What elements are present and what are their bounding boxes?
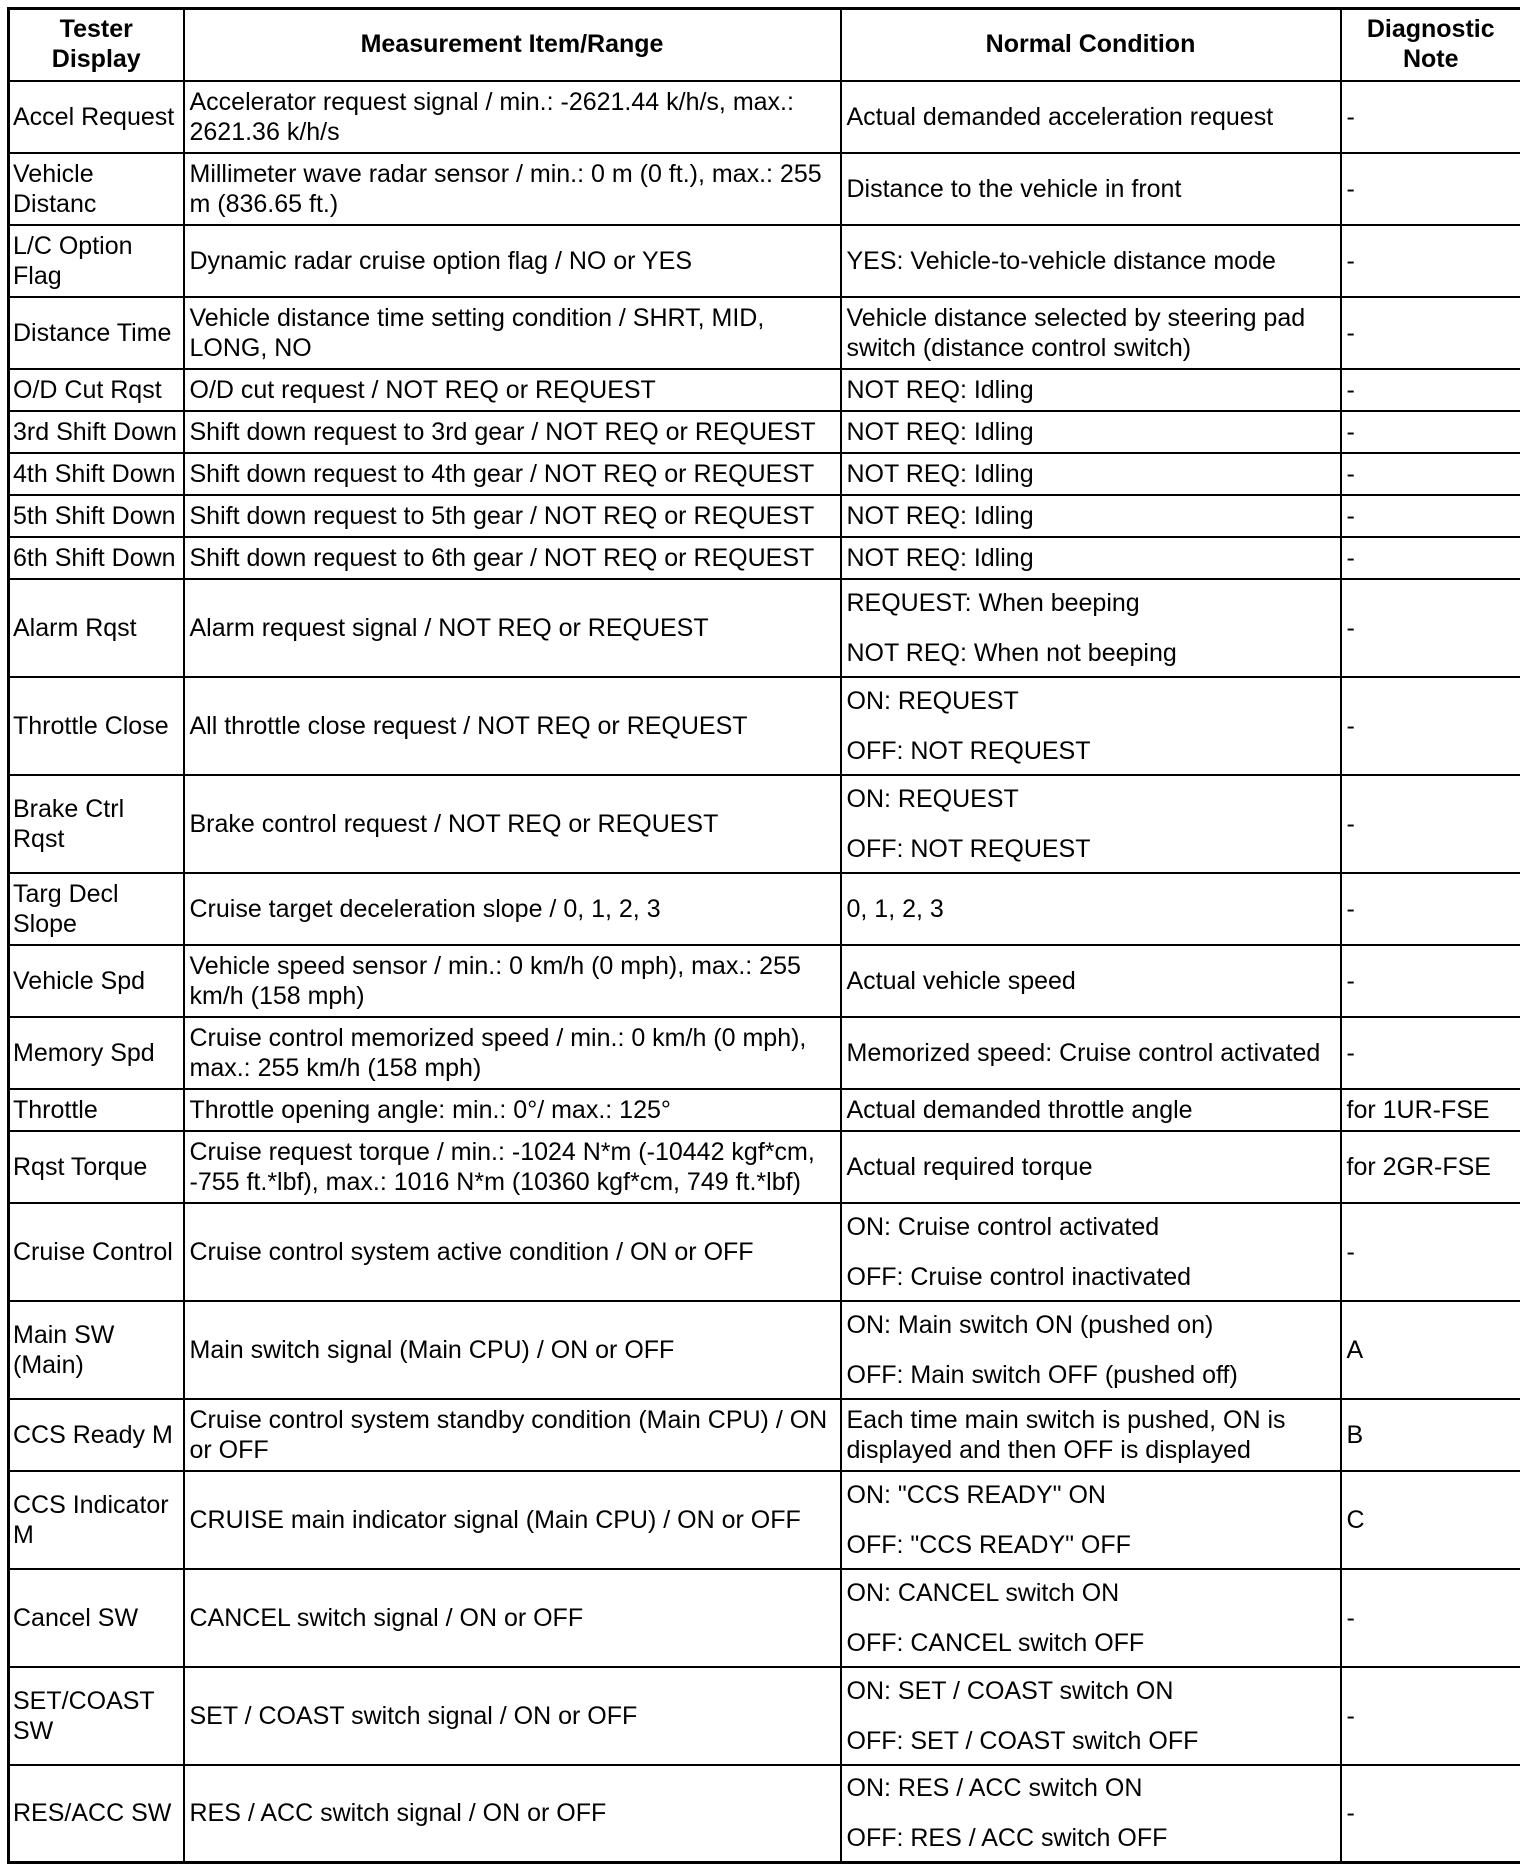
cell-measurement-item: Shift down request to 3rd gear / NOT REQ or REQUEST [184,411,841,453]
cell-measurement-item: Millimeter wave radar sensor / min.: 0 m (0 ft.), max.: 255 m (836.65 ft.) [184,153,841,225]
cell-diagnostic-note: - [1341,873,1520,945]
table-row [9,945,1520,1017]
cell-measurement-item: Vehicle distance time setting condition / SHRT, MID, LONG, NO [184,297,841,369]
cell-tester-display: Vehicle Spd [9,945,184,1017]
cell-normal-condition [841,579,1341,677]
normal-condition-line: 0, 1, 2, 3 [846,894,944,923]
cell-measurement-item: Dynamic radar cruise option flag / NO or YES [184,225,841,297]
cell-measurement-item: Main switch signal (Main CPU) / ON or OFF [184,1301,841,1399]
cell-tester-display: Accel Request [9,81,184,153]
data-list-table [7,7,1520,1864]
cell-normal-condition [841,453,1341,495]
cell-normal-condition [841,1765,1341,1863]
table-row [9,1399,1520,1471]
cell-diagnostic-note: - [1341,1765,1520,1863]
table-row [9,677,1520,775]
normal-condition-line: OFF: CANCEL switch OFF [846,1628,1145,1657]
cell-measurement-item: Throttle opening angle: min.: 0°/ max.: 125° [184,1089,841,1131]
table-row [9,579,1520,677]
cell-tester-display: 3rd Shift Down [9,411,184,453]
header-tester-display: Tester Display [9,9,184,81]
normal-condition-line: NOT REQ: When not beeping [846,638,1177,667]
table-row [9,1765,1520,1863]
cell-normal-condition [841,775,1341,873]
normal-condition-line: OFF: NOT REQUEST [846,736,1091,765]
table-row [9,1131,1520,1203]
cell-diagnostic-note: C [1341,1471,1520,1569]
cell-tester-display: Cancel SW [9,1569,184,1667]
cell-diagnostic-note: - [1341,1017,1520,1089]
cell-measurement-item: Vehicle speed sensor / min.: 0 km/h (0 mph), max.: 255 km/h (158 mph) [184,945,841,1017]
cell-normal-condition [841,495,1341,537]
normal-condition-line: NOT REQ: Idling [846,417,1034,446]
normal-condition-line: Each time main switch is pushed, ON is displayed and then OFF is displayed [846,1405,1286,1464]
normal-condition-line: Actual demanded acceleration request [846,102,1274,131]
normal-condition-line: OFF: RES / ACC switch OFF [846,1824,1168,1853]
header-diagnostic-note: Diagnostic Note [1341,9,1520,81]
cell-diagnostic-note: - [1341,579,1520,677]
cell-normal-condition [841,1089,1341,1131]
cell-tester-display: L/C Option Flag [9,225,184,297]
table-row [9,153,1520,225]
table-row [9,495,1520,537]
table-row [9,1667,1520,1765]
cell-measurement-item: O/D cut request / NOT REQ or REQUEST [184,369,841,411]
table-row [9,1301,1520,1399]
table-row [9,411,1520,453]
cell-tester-display: Throttle Close [9,677,184,775]
cell-measurement-item: SET / COAST switch signal / ON or OFF [184,1667,841,1765]
normal-condition-line: OFF: SET / COAST switch OFF [846,1726,1199,1755]
cell-diagnostic-note: - [1341,297,1520,369]
cell-tester-display: Targ Decl Slope [9,873,184,945]
cell-measurement-item: Cruise request torque / min.: -1024 N*m (-10442 kgf*cm, -755 ft.*lbf), max.: 1016 N*m (10360 kgf*cm, 749 ft.*lbf) [184,1131,841,1203]
cell-diagnostic-note: - [1341,677,1520,775]
cell-diagnostic-note: for 2GR-FSE [1341,1131,1520,1203]
normal-condition-line: Memorized speed: Cruise control activated [846,1038,1321,1067]
cell-normal-condition [841,225,1341,297]
cell-diagnostic-note: - [1341,1203,1520,1301]
cell-tester-display: SET/COAST SW [9,1667,184,1765]
cell-tester-display: Brake Ctrl Rqst [9,775,184,873]
cell-diagnostic-note: - [1341,495,1520,537]
cell-diagnostic-note: - [1341,1667,1520,1765]
table-row [9,1203,1520,1301]
cell-normal-condition [841,1667,1341,1765]
cell-tester-display: 6th Shift Down [9,537,184,579]
cell-measurement-item: Shift down request to 6th gear / NOT REQ or REQUEST [184,537,841,579]
cell-normal-condition [841,297,1341,369]
table-row [9,297,1520,369]
cell-normal-condition [841,369,1341,411]
cell-diagnostic-note: - [1341,411,1520,453]
cell-normal-condition [841,1301,1341,1399]
cell-tester-display: Cruise Control [9,1203,184,1301]
cell-normal-condition [841,1569,1341,1667]
normal-condition-line: OFF: Cruise control inactivated [846,1262,1192,1291]
table-row [9,225,1520,297]
table-header-row [9,9,1520,81]
cell-tester-display: Vehicle Distanc [9,153,184,225]
cell-diagnostic-note: - [1341,775,1520,873]
table-row [9,1471,1520,1569]
normal-condition-line: Actual required torque [846,1152,1093,1181]
cell-measurement-item: Shift down request to 4th gear / NOT REQ or REQUEST [184,453,841,495]
cell-measurement-item: Cruise control memorized speed / min.: 0 km/h (0 mph), max.: 255 km/h (158 mph) [184,1017,841,1089]
table-row [9,453,1520,495]
cell-measurement-item: Cruise control system active condition / ON or OFF [184,1203,841,1301]
normal-condition-line: NOT REQ: Idling [846,459,1034,488]
table-row [9,775,1520,873]
cell-diagnostic-note: - [1341,81,1520,153]
cell-normal-condition [841,153,1341,225]
cell-diagnostic-note: for 1UR-FSE [1341,1089,1520,1131]
normal-condition-line: YES: Vehicle-to-vehicle distance mode [846,246,1276,275]
cell-measurement-item: RES / ACC switch signal / ON or OFF [184,1765,841,1863]
cell-normal-condition [841,537,1341,579]
table-row [9,537,1520,579]
normal-condition-line: ON: RES / ACC switch ON [846,1774,1143,1803]
cell-tester-display: Rqst Torque [9,1131,184,1203]
cell-normal-condition [841,1399,1341,1471]
cell-diagnostic-note: - [1341,369,1520,411]
cell-tester-display: RES/ACC SW [9,1765,184,1863]
cell-tester-display: 5th Shift Down [9,495,184,537]
cell-diagnostic-note: - [1341,153,1520,225]
table-row [9,873,1520,945]
cell-normal-condition [841,945,1341,1017]
normal-condition-line: ON: CANCEL switch ON [846,1578,1120,1607]
cell-measurement-item: CRUISE main indicator signal (Main CPU) / ON or OFF [184,1471,841,1569]
cell-tester-display: Memory Spd [9,1017,184,1089]
normal-condition-line: Actual demanded throttle angle [846,1095,1193,1124]
normal-condition-line: OFF: NOT REQUEST [846,834,1091,863]
normal-condition-line: NOT REQ: Idling [846,375,1034,404]
normal-condition-line: ON: SET / COAST switch ON [846,1676,1174,1705]
cell-measurement-item: Alarm request signal / NOT REQ or REQUEST [184,579,841,677]
cell-tester-display: Main SW (Main) [9,1301,184,1399]
normal-condition-line: OFF: Main switch OFF (pushed off) [846,1360,1238,1389]
cell-measurement-item: CANCEL switch signal / ON or OFF [184,1569,841,1667]
normal-condition-line: OFF: "CCS READY" OFF [846,1530,1131,1559]
table-row [9,1017,1520,1089]
normal-condition-line: NOT REQ: Idling [846,543,1034,572]
cell-measurement-item: All throttle close request / NOT REQ or REQUEST [184,677,841,775]
cell-tester-display: CCS Indicator M [9,1471,184,1569]
cell-measurement-item: Accelerator request signal / min.: -2621.44 k/h/s, max.: 2621.36 k/h/s [184,81,841,153]
table-row [9,369,1520,411]
cell-diagnostic-note: A [1341,1301,1520,1399]
cell-tester-display: Distance Time [9,297,184,369]
cell-normal-condition [841,411,1341,453]
cell-diagnostic-note: - [1341,1569,1520,1667]
cell-diagnostic-note: - [1341,945,1520,1017]
cell-tester-display: O/D Cut Rqst [9,369,184,411]
normal-condition-line: Distance to the vehicle in front [846,174,1182,203]
normal-condition-line: REQUEST: When beeping [846,588,1140,617]
cell-normal-condition [841,81,1341,153]
table-row [9,81,1520,153]
cell-normal-condition [841,1131,1341,1203]
normal-condition-line: ON: REQUEST [846,784,1019,813]
cell-normal-condition [841,873,1341,945]
cell-diagnostic-note: B [1341,1399,1520,1471]
cell-measurement-item: Cruise control system standby condition (Main CPU) / ON or OFF [184,1399,841,1471]
cell-measurement-item: Cruise target deceleration slope / 0, 1, 2, 3 [184,873,841,945]
cell-diagnostic-note: - [1341,225,1520,297]
data-list-table-container [7,7,1520,1863]
cell-normal-condition [841,1471,1341,1569]
cell-tester-display: CCS Ready M [9,1399,184,1471]
normal-condition-line: ON: "CCS READY" ON [846,1480,1106,1509]
normal-condition-line: ON: Main switch ON (pushed on) [846,1310,1214,1339]
cell-normal-condition [841,1203,1341,1301]
cell-tester-display: 4th Shift Down [9,453,184,495]
normal-condition-line: NOT REQ: Idling [846,501,1034,530]
table-row [9,1569,1520,1667]
cell-tester-display: Alarm Rqst [9,579,184,677]
table-row [9,1089,1520,1131]
header-normal-condition: Normal Condition [841,9,1341,81]
normal-condition-line: ON: REQUEST [846,686,1019,715]
table-body [9,81,1520,1863]
cell-measurement-item: Shift down request to 5th gear / NOT REQ or REQUEST [184,495,841,537]
normal-condition-line: Vehicle distance selected by steering pad switch (distance control switch) [846,303,1306,362]
cell-measurement-item: Brake control request / NOT REQ or REQUEST [184,775,841,873]
cell-normal-condition [841,677,1341,775]
cell-normal-condition [841,1017,1341,1089]
header-measurement-item: Measurement Item/Range [184,9,841,81]
cell-diagnostic-note: - [1341,537,1520,579]
cell-tester-display: Throttle [9,1089,184,1131]
cell-diagnostic-note: - [1341,453,1520,495]
normal-condition-line: Actual vehicle speed [846,966,1076,995]
normal-condition-line: ON: Cruise control activated [846,1212,1160,1241]
